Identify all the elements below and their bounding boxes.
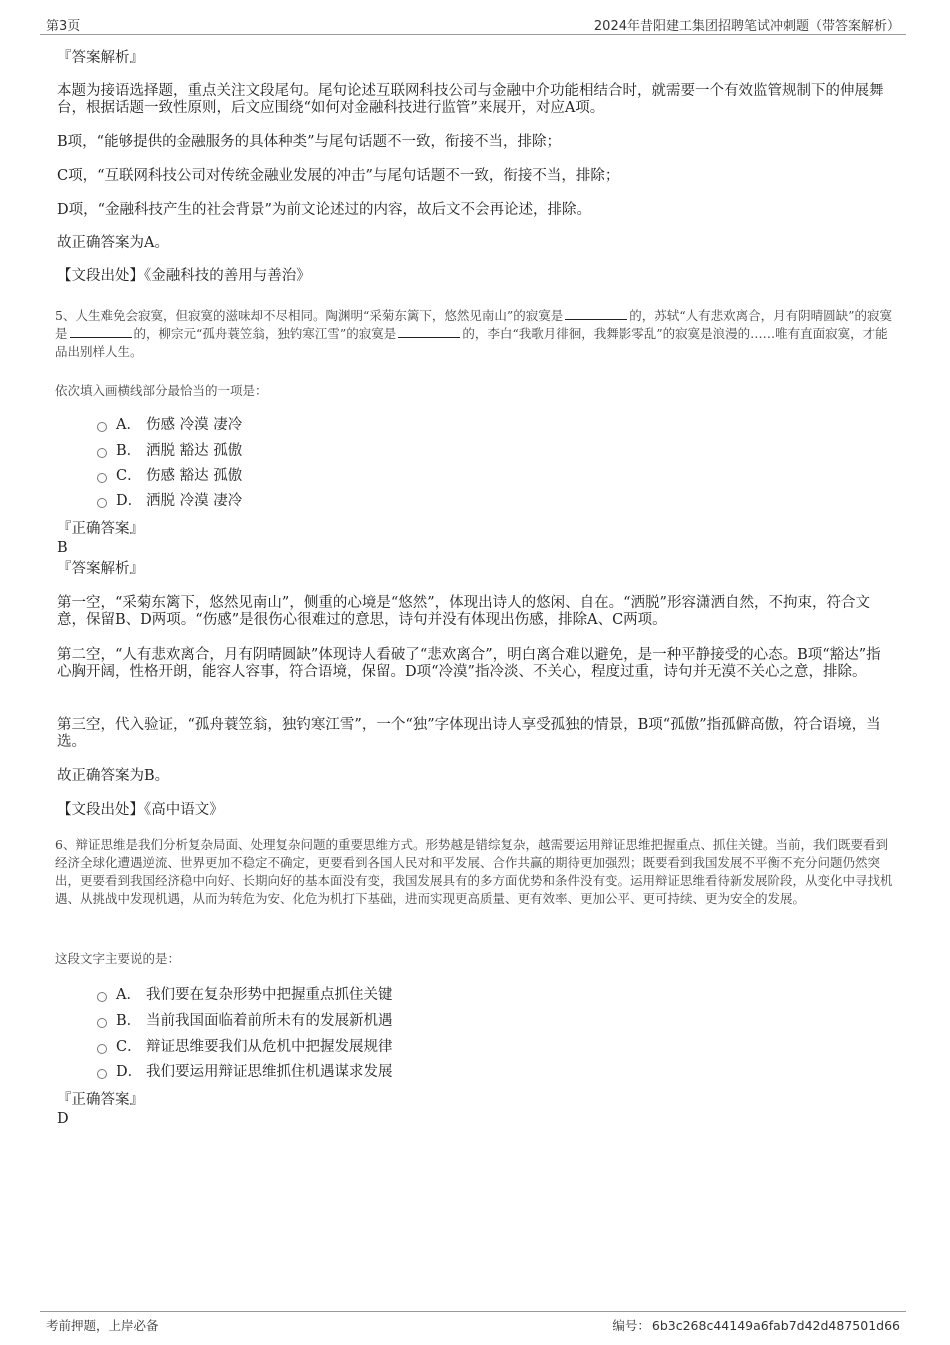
radio-button-icon[interactable] [97, 422, 107, 432]
fill-blank-2 [70, 325, 132, 338]
q6-answer: D [57, 1111, 69, 1127]
q6-answer-label: 『正确答案』 [57, 1092, 144, 1108]
prev-source: 【文段出处】《金融科技的善用与善治》 [57, 268, 311, 284]
q5-analysis-paragraph-3: 第三空，代入验证，“孤舟蓑笠翁，独钓寒江雪”，一个“独”字体现出诗人享受孤独的情景，B项“孤傲”指孤僻高傲，符合语境，当选。 [57, 717, 881, 750]
radio-button-icon[interactable] [97, 992, 107, 1002]
prev-analysis-paragraph-2: B项，“能够提供的金融服务的具体种类”与尾句话题不一致，衔接不当，排除； [57, 134, 561, 150]
q6-option-c[interactable]: C． 辩证思维要我们从危机中把握发展规律 [97, 1038, 393, 1056]
q5-conclusion: 故正确答案为B。 [57, 768, 170, 784]
q6-option-d[interactable]: D． 我们要运用辩证思维抓住机遇谋求发展 [97, 1063, 393, 1081]
prev-analysis-paragraph-1: 本题为接语选择题，重点关注文段尾句。尾句论述互联网科技公司与金融中介功能相结合时，就需要一个有效监管规制下的伸展舞台，根据话题一致性原则，后文应围绕“如何对金融科技进行监管”来展开，对应A项。 [57, 83, 884, 116]
radio-button-icon[interactable] [97, 1069, 107, 1079]
fill-blank-3 [398, 325, 460, 338]
prev-analysis-label: 『答案解析』 [57, 50, 144, 66]
q5-option-a[interactable]: A． 伤感 冷漠 凄冷 [97, 416, 242, 434]
page-footer [40, 1311, 906, 1336]
page-number: 第3页 [46, 19, 81, 34]
radio-button-icon[interactable] [97, 448, 107, 458]
fill-blank-1 [565, 307, 627, 320]
q5-answer-label: 『正确答案』 [57, 521, 144, 537]
radio-button-icon[interactable] [97, 1044, 107, 1054]
q5-option-b[interactable]: B． 洒脱 豁达 孤傲 [97, 442, 242, 460]
prev-analysis-paragraph-3: C项，“互联网科技公司对传统金融业发展的冲击”与尾句话题不一致，衔接不当，排除； [57, 168, 620, 184]
question-5-stem: 5、人生难免会寂寞，但寂寞的滋味却不尽相同。陶渊明“采菊东篱下，悠然见南山”的寂寞是 的，苏轼“人有悲欢离合，月有阴晴圆缺”的寂寞是 的，柳宗元“孤舟蓑笠翁，独钓寒江雪”的寂寞是 的，李白“我歌月徘徊，我舞影零乱”的寂寞是浪漫的……唯有直面寂寞，才能品出别样人生。 [55, 308, 893, 359]
prev-conclusion: 故正确答案为A。 [57, 235, 169, 251]
q5-analysis-label: 『答案解析』 [57, 561, 144, 577]
document-title: 2024年昔阳建工集团招聘笔试冲刺题（带答案解析） [593, 19, 900, 34]
question-6-prompt: 这段文字主要说的是： [55, 951, 181, 966]
q5-analysis-paragraph-1: 第一空，“采菊东篱下，悠然见南山”，侧重的心境是“悠然”，体现出诗人的悠闲、自在。“洒脱”形容潇洒自然，不拘束，符合文意，保留B、D两项。“伤感”是很伤心很难过的意思，诗句并没有体现出伤感，排除A、C两项。 [57, 595, 870, 628]
question-5-prompt: 依次填入画横线部分最恰当的一项是： [55, 383, 268, 398]
q5-analysis-paragraph-2: 第二空，“人有悲欢离合，月有阴晴圆缺”体现诗人看破了“悲欢离合”，明白离合难以避免，是一种平静接受的心态。B项“豁达”指心胸开阔，性格开朗，能容人容事，符合语境，保留。D项“冷漠”指冷淡、不关心，程度过重，诗句并无漠不关心之意，排除。 [57, 647, 881, 680]
page-header [40, 14, 906, 35]
q5-option-c[interactable]: C． 伤感 豁达 孤傲 [97, 467, 242, 485]
document-code: 编号： 6b3c268c44149a6fab7d42d487501d66 [612, 1318, 900, 1333]
radio-button-icon[interactable] [97, 473, 107, 483]
q5-option-d[interactable]: D． 洒脱 冷漠 凄冷 [97, 492, 242, 510]
q5-answer: B [57, 540, 68, 556]
prev-analysis-paragraph-4: D项，“金融科技产生的社会背景”为前文论述过的内容，故后文不会再论述，排除。 [57, 202, 591, 218]
q6-option-b[interactable]: B． 当前我国面临着前所未有的发展新机遇 [97, 1012, 393, 1030]
q6-option-a[interactable]: A． 我们要在复杂形势中把握重点抓住关键 [97, 986, 393, 1004]
radio-button-icon[interactable] [97, 1018, 107, 1028]
question-6-stem: 6、辩证思维是我们分析复杂局面、处理复杂问题的重要思维方式。形势越是错综复杂，越需要运用辩证思维把握重点、抓住关键。当前，我们既要看到经济全球化遭遇逆流、世界更加不稳定不确定，更要看到各国人民对和平发展、合作共赢的期待更加强烈；既要看到我国发展不平衡不充分问题仍然突出，更要看到我国经济稳中向好、长期向好的基本面没有变，我国发展具有的多方面优势和条件没有变。运用辩证思维看待新发展阶段，从变化中寻找机遇、从挑战中发现机遇，从而为转危为安、化危为机打下基础，进而实现更高质量、更有效率、更加公平、更可持续、更为安全的发展。 [55, 837, 893, 906]
q5-source: 【文段出处】《高中语文》 [57, 802, 224, 818]
radio-button-icon[interactable] [97, 498, 107, 508]
footer-slogan: 考前押题，上岸必备 [46, 1318, 159, 1333]
